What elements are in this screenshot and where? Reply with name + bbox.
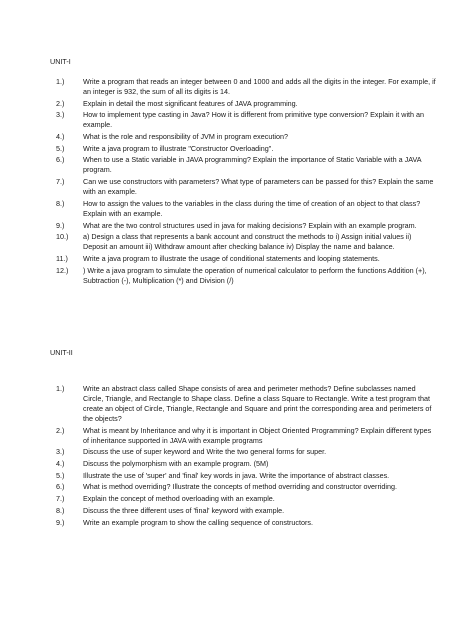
question-number: 3.) (56, 447, 65, 457)
question-item (56, 506, 436, 516)
question-item (56, 266, 436, 286)
question-item (56, 482, 436, 492)
question-number: 9.) (56, 517, 65, 527)
unit1-heading: UNIT-I (50, 57, 71, 66)
question-text: What is method overriding? Illustrate the concepts of method overriding and constructor overriding. (83, 482, 398, 492)
unit2-heading: UNIT-II (50, 348, 73, 357)
question-item (56, 232, 436, 252)
question-item (56, 494, 436, 504)
question-text: How to assign the values to the variables in the class during the time of creation of an object to that class? Explain with an example. (83, 198, 421, 218)
question-item (56, 384, 436, 424)
question-item (56, 199, 436, 219)
unit1-question-list (56, 77, 436, 287)
question-text: a) Design a class that represents a bank account and construct the methods to i) Assign initial values ii) Deposit an amount iii) Withdraw amount after checking balance iv) Display the name and balance. (83, 232, 412, 252)
question-number: 10.) (56, 232, 69, 242)
question-number: 1.) (56, 77, 65, 86)
question-number: 9.) (56, 220, 65, 230)
question-number: 11.) (56, 253, 68, 263)
question-number: 3.) (56, 110, 65, 120)
question-number: 8.) (56, 198, 65, 208)
question-text: ) Write a java program to simulate the operation of numerical calculator to perform the functions Addition (+), Subtraction (-), Multiplication (*) and Division (/) (83, 265, 427, 285)
question-text: Write a java program to illustrate the usage of conditional statements and looping statements. (83, 253, 380, 263)
question-text: Illustrate the use of 'super' and 'final' key words in java. Write the importance of abstract classes. (83, 470, 390, 480)
question-number: 7.) (56, 494, 65, 504)
question-text: Write an example program to show the calling sequence of constructors. (83, 517, 313, 527)
question-number: 5.) (56, 143, 65, 153)
question-number: 4.) (56, 459, 65, 469)
question-number: 2.) (56, 425, 65, 435)
question-number: 8.) (56, 505, 65, 515)
question-text: Write a program that reads an integer between 0 and 1000 and adds all the digits in the integer. For example, if an integer is 932, the sum of all its digits is 14. (83, 77, 436, 96)
question-item (56, 221, 436, 231)
question-item (56, 447, 436, 457)
question-number: 1.) (56, 384, 65, 393)
question-item (56, 518, 436, 528)
question-item (56, 99, 436, 109)
question-number: 7.) (56, 177, 65, 187)
question-text: What is meant by Inheritance and why it is important in Object Oriented Programming? Explain different types of inheritance supported in JAVA with example programs (83, 425, 432, 445)
question-text: Write a java program to illustrate "Constructor Overloading". (83, 143, 274, 153)
question-item (56, 254, 436, 264)
question-text: Discuss the use of super keyword and Write the two general forms for super. (83, 447, 327, 457)
question-number: 12.) (56, 265, 69, 275)
question-item (56, 77, 436, 97)
question-item (56, 155, 436, 175)
question-number: 2.) (56, 98, 65, 108)
question-item (56, 144, 436, 154)
question-number: 6.) (56, 482, 65, 492)
question-text: Write an abstract class called Shape consists of area and perimeter methods? Define subclasses named Circle, Triangle, and Rectangle to Shape class. Define a class Square to Rectangle. Write a test program that create an object of Circle, Triangle, Rectangle and Square and print the corresponding area and perimeters of the objects? (83, 384, 432, 423)
question-text: Discuss the polymorphism with an example program. (5M) (83, 459, 269, 469)
question-number: 5.) (56, 470, 65, 480)
question-item (56, 459, 436, 469)
question-text: What is the role and responsibility of JVM in program execution? (83, 132, 288, 142)
question-text: Can we use constructors with parameters? What type of parameters can be passed for this? Explain the same with an example. (83, 177, 434, 197)
question-item (56, 110, 436, 130)
question-text: Explain in detail the most significant features of JAVA programming. (83, 98, 298, 108)
question-item (56, 471, 436, 481)
question-text: How to implement type casting in Java? How it is different from primitive type conversion? Explain it with an example. (83, 110, 425, 130)
question-text: When to use a Static variable in JAVA programming? Explain the importance of Static Variable with a JAVA program. (83, 155, 422, 175)
question-item (56, 426, 436, 446)
question-text: Explain the concept of method overloading with an example. (83, 494, 275, 504)
question-text: Discuss the three different uses of 'final' keyword with example. (83, 505, 285, 515)
question-item (56, 132, 436, 142)
unit2-question-list (56, 384, 436, 529)
question-number: 4.) (56, 132, 65, 142)
question-text: What are the two control structures used in java for making decisions? Explain with an example program. (83, 220, 417, 230)
question-item (56, 177, 436, 197)
question-number: 6.) (56, 155, 65, 165)
